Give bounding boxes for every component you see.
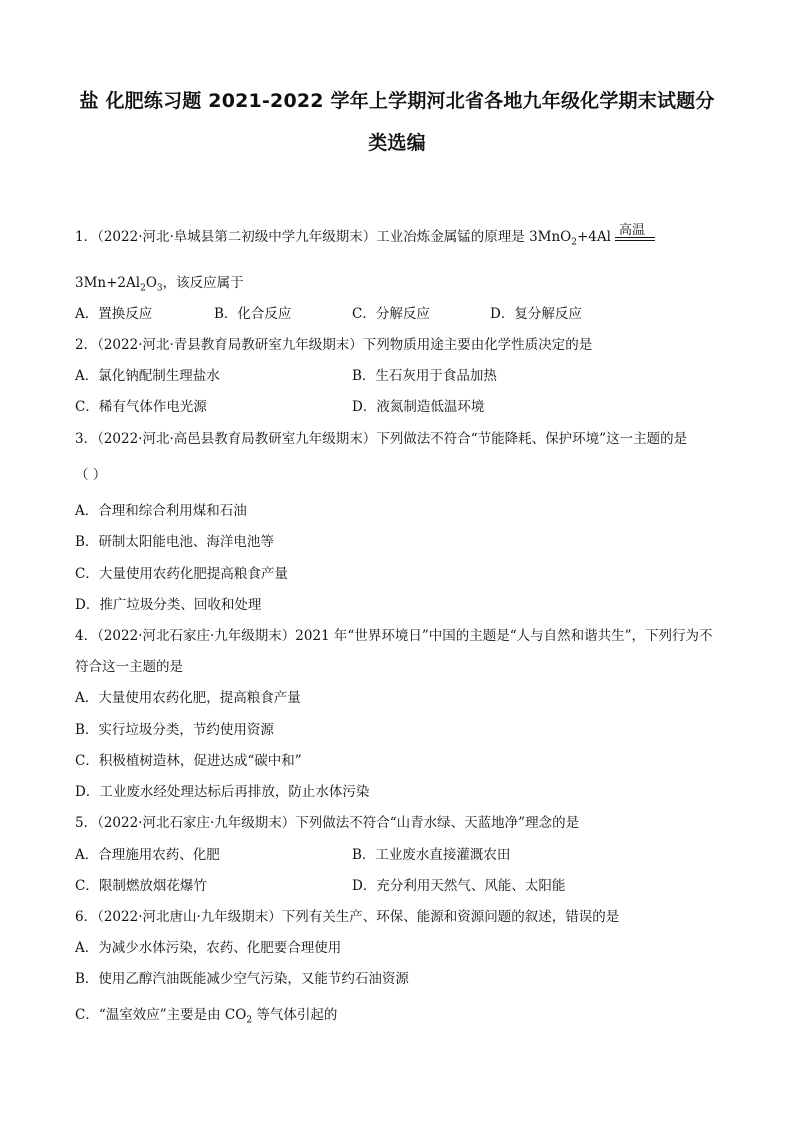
q2-option-b: B．生石灰用于食品加热 xyxy=(352,368,497,384)
q6-option-b: B．使用乙醇汽油既能减少空气污染，又能节约石油资源 xyxy=(75,971,409,987)
q3-option-d: D．推广垃圾分类、回收和处理 xyxy=(75,597,262,613)
q3-option-a: A．合理和综合利用煤和石油 xyxy=(75,503,247,519)
q6-option-c xyxy=(75,1003,337,1026)
q6-option-c-part-b: 等气体引起的 xyxy=(252,1007,338,1023)
page-title-line2: 类选编 xyxy=(368,132,426,154)
q1-option-b: B．化合反应 xyxy=(214,306,292,322)
q4-option-a: A．大量使用农药化肥，提高粮食产量 xyxy=(75,690,301,706)
page-title-line1: 盐 化肥练习题 2021-2022 学年上学期河北省各地九年级化学期末试题分 xyxy=(79,90,715,112)
question-6-stem: 6．（2022·河北唐山·九年级期末）下列有关生产、环保、能源和资源问题的叙述，错误的是 xyxy=(75,909,620,925)
q1-option-d: D．复分解反应 xyxy=(490,306,582,322)
question-3-stem: 3．（2022·河北·高邑县教育局教研室九年级期末）下列做法不符合“节能降耗、保护环境”这一主题的是 xyxy=(75,431,688,447)
q1-subscript: 2 xyxy=(571,237,577,248)
q6-option-c-part-a: C．“温室效应”主要是由 CO xyxy=(75,1007,247,1023)
equals-sign xyxy=(615,237,655,241)
question-4-stem-line1: 4．（2022·河北石家庄·九年级期末）2021 年“世界环境日”中国的主题是“人与自然和谐共生”，下列行为不 xyxy=(75,628,713,644)
reaction-condition-text: 高温 xyxy=(618,223,645,238)
q2-option-d: D．液氮制造低温环境 xyxy=(352,399,485,415)
q4-option-d: D．工业废水经处理达标后再排放，防止水体污染 xyxy=(75,784,370,800)
q1-stem-part-b: +4Al xyxy=(576,229,611,245)
q6-option-c-subscript: 2 xyxy=(246,1015,253,1026)
q4-option-b: B．实行垃圾分类，节约使用资源 xyxy=(75,722,274,738)
q1-option-a: A．置换反应 xyxy=(75,306,153,322)
question-1-stem-line2 xyxy=(75,271,244,294)
question-5-stem: 5．（2022·河北石家庄·九年级期末）下列做法不符合“山青水绿、天蓝地净”理念的是 xyxy=(75,815,580,831)
q6-option-a: A．为减少水体污染，农药、化肥要合理使用 xyxy=(75,940,342,956)
q1-line2-b: O xyxy=(145,275,157,291)
question-1-stem xyxy=(75,225,655,248)
question-2-stem: 2．（2022·河北·青县教育局教研室九年级期末）下列物质用途主要由化学性质决定的是 xyxy=(75,337,593,353)
q5-option-c: C．限制燃放烟花爆竹 xyxy=(75,878,207,894)
q1-line2-a: 3Mn+2Al xyxy=(75,275,141,291)
q1-line2-c: ，该反应属于 xyxy=(162,275,244,291)
q1-sub-al: 2 xyxy=(140,283,146,294)
q5-option-d: D．充分利用天然气、风能、太阳能 xyxy=(352,878,566,894)
q1-option-c: C．分解反应 xyxy=(352,306,430,322)
q5-option-b: B．工业废水直接灌溉农田 xyxy=(352,847,511,863)
q3-option-c: C．大量使用农药化肥提高粮食产量 xyxy=(75,566,288,582)
q2-option-c: C．稀有气体作电光源 xyxy=(75,399,207,415)
q3-option-b: B．研制太阳能电池、海洋电池等 xyxy=(75,534,274,550)
q2-option-a: A．氯化钠配制生理盐水 xyxy=(75,368,220,384)
q1-sub-o: 3 xyxy=(156,283,163,294)
question-3-paren: （ ） xyxy=(75,467,107,483)
question-4-stem-line2: 符合这一主题的是 xyxy=(75,659,183,675)
q5-option-a: A．合理施用农药、化肥 xyxy=(75,847,220,863)
q4-option-c: C．积极植树造林，促进达成“碳中和” xyxy=(75,753,302,769)
q1-stem-part-a: 1．（2022·河北·阜城县第二初级中学九年级期末）工业冶炼金属锰的原理是 3MnO xyxy=(75,229,572,245)
